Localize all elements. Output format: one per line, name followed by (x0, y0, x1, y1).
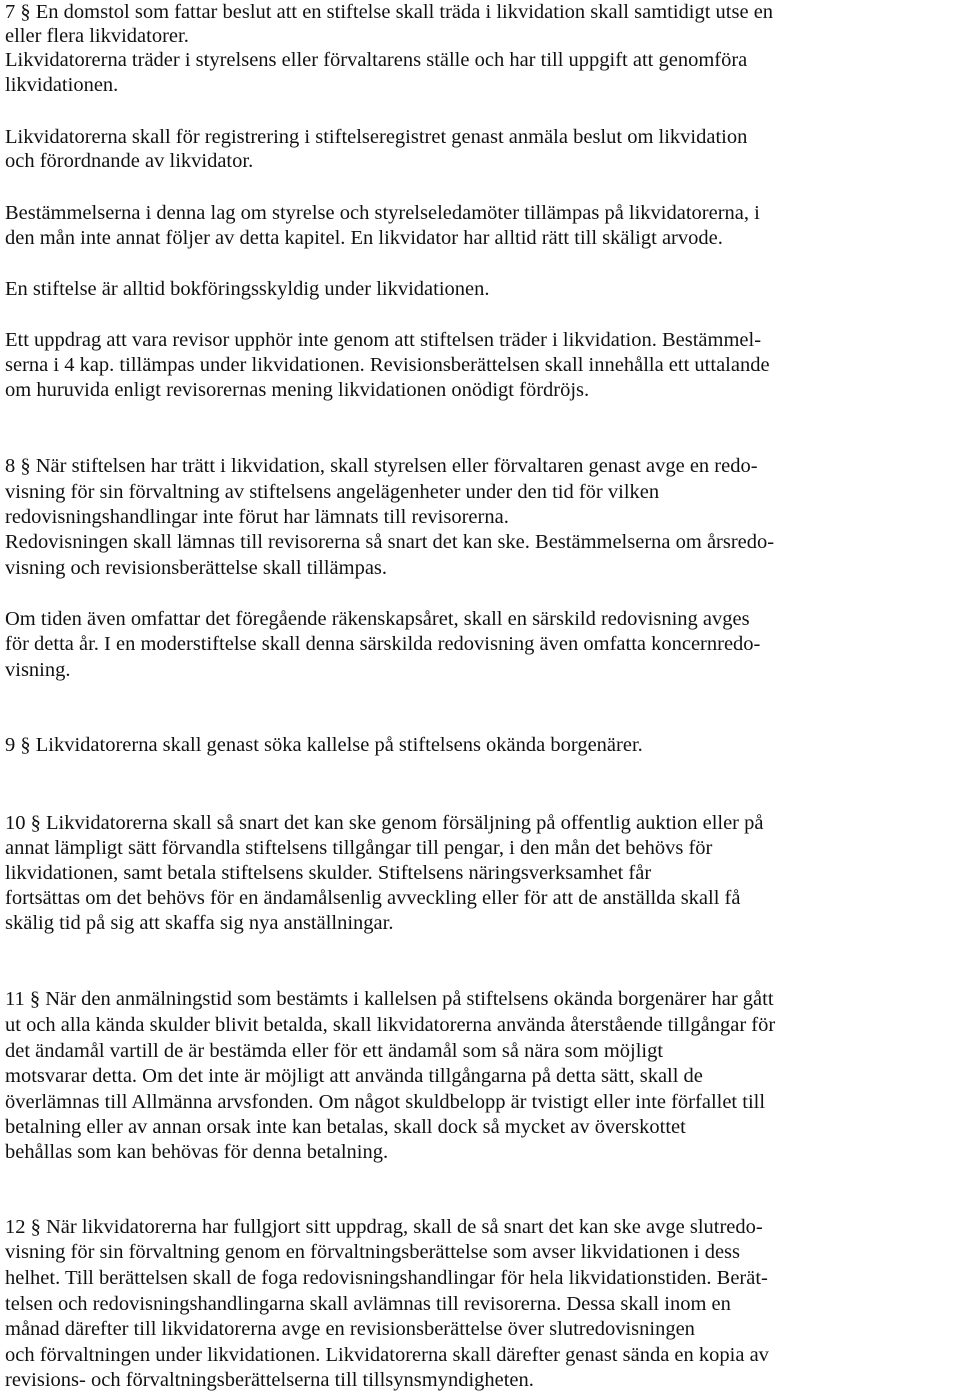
text-line: revisions- och förvaltningsberättelserna till tillsynsmyndigheten. (5, 1369, 534, 1391)
text-line: skälig tid på sig att skaffa sig nya anställningar. (5, 912, 394, 934)
text-line: motsvarar detta. Om det inte är möjligt att använda tillgångarna på detta sätt, skall de (5, 1065, 703, 1087)
text-line: 10 § Likvidatorerna skall så snart det kan ske genom försäljning på offentlig auktion eller på (5, 812, 764, 834)
text-line: Redovisningen skall lämnas till revisorerna så snart det kan ske. Bestämmelserna om årsredo- (5, 531, 775, 553)
text-line: 8 § När stiftelsen har trätt i likvidation, skall styrelsen eller förvaltaren genast avge en redo- (5, 455, 758, 477)
text-line: och förvaltningen under likvidationen. Likvidatorerna skall därefter genast sända en kopia av (5, 1344, 769, 1366)
text-line: visning för sin förvaltning av stiftelsens angelägenheter under den tid för vilken (5, 481, 660, 503)
text-line: Ett uppdrag att vara revisor upphör inte genom att stiftelsen träder i likvidation. Bestämmel- (5, 329, 762, 351)
text-line: månad därefter till likvidatorerna avge en revisionsberättelse över slutredovisningen (5, 1318, 695, 1340)
text-line: om huruvida enligt revisorernas mening likvidationen onödigt fördröjs. (5, 379, 590, 401)
text-line: visning och revisionsberättelse skall tillämpas. (5, 557, 388, 579)
text-line: 12 § När likvidatorerna har fullgjort sitt uppdrag, skall de så snart det kan ske avge slutredo- (5, 1216, 763, 1238)
text-line: Likvidatorerna skall för registrering i stiftelseregistret genast anmäla beslut om likvidation (5, 126, 748, 148)
text-line: 9 § Likvidatorerna skall genast söka kallelse på stiftelsens okända borgenärer. (5, 734, 643, 756)
text-line: ut och alla kända skulder blivit betalda, skall likvidatorerna använda återstående tillgångar för (5, 1014, 776, 1036)
text-line: likvidationen, samt betala stiftelsens skulder. Stiftelsens näringsverksamhet får (5, 862, 652, 884)
text-line: helhet. Till berättelsen skall de foga redovisningshandlingar för hela likvidationstiden. Berät- (5, 1267, 768, 1289)
text-line: eller flera likvidatorer. (5, 25, 189, 47)
text-line: 7 § En domstol som fattar beslut att en stiftelse skall träda i likvidation skall samtidigt utse en (5, 1, 774, 23)
text-line: 11 § När den anmälningstid som bestämts i kallelsen på stiftelsens okända borgenärer har gått (5, 988, 774, 1010)
text-line: överlämnas till Allmänna arvsfonden. Om något skuldbelopp är tvistigt eller inte förfallet till (5, 1091, 766, 1113)
text-line: behållas som kan behövas för denna betalning. (5, 1141, 389, 1163)
text-line: annat lämpligt sätt förvandla stiftelsens tillgångar till pengar, i den mån det behövs för (5, 837, 713, 859)
text-line: visning. (5, 659, 71, 681)
text-line: fortsättas om det behövs för en ändamålsenlig avveckling eller för att de anställda skall få (5, 887, 741, 909)
text-line: det ändamål vartill de är bestämda eller för ett ändamål som så nära som möjligt (5, 1040, 664, 1062)
text-line: Bestämmelserna i denna lag om styrelse och styrelseledamöter tillämpas på likvidatorerna, i (5, 202, 760, 224)
text-line: och förordnande av likvidator. (5, 150, 254, 172)
text-line: redovisningshandlingar inte förut har lämnats till revisorerna. (5, 506, 509, 528)
text-line: den mån inte annat följer av detta kapitel. En likvidator har alltid rätt till skäligt arvode. (5, 227, 723, 249)
text-line: betalning eller av annan orsak inte kan betalas, skall dock så mycket av överskottet (5, 1116, 686, 1138)
text-line: serna i 4 kap. tillämpas under likvidationen. Revisionsberättelsen skall innehålla ett uttalande (5, 354, 770, 376)
text-line: En stiftelse är alltid bokföringsskyldig under likvidationen. (5, 278, 490, 300)
text-line: för detta år. I en moderstiftelse skall denna särskilda redovisning även omfatta koncernredo- (5, 633, 761, 655)
text-line: Om tiden även omfattar det föregående räkenskapsåret, skall en särskild redovisning avges (5, 608, 750, 630)
text-line: visning för sin förvaltning genom en förvaltningsberättelse som avser likvidationen i dess (5, 1241, 741, 1263)
text-line: telsen och redovisningshandlingarna skall avlämnas till revisorerna. Dessa skall inom en (5, 1293, 731, 1315)
text-line: likvidationen. (5, 74, 119, 96)
text-line: Likvidatorerna träder i styrelsens eller förvaltarens ställe och har till uppgift att genomföra (5, 49, 748, 71)
